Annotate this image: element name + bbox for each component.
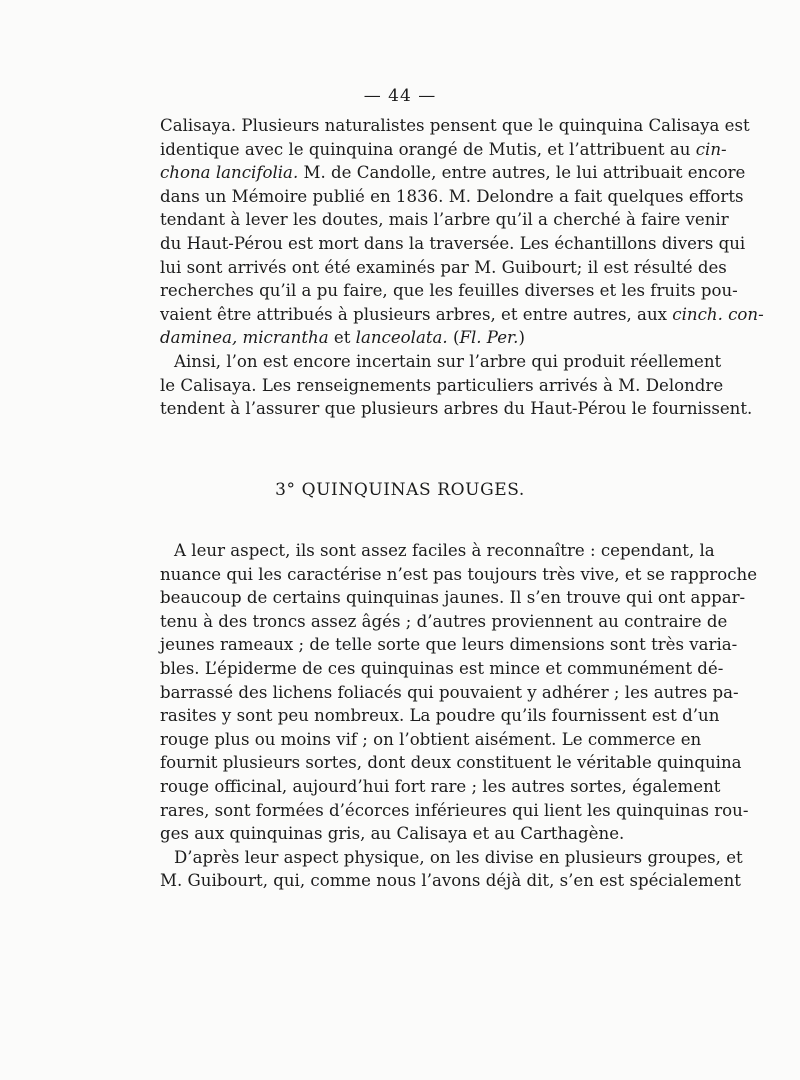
text-line: M. Guibourt, qui, comme nous l’avons déjà dit, s’en est spécialement	[160, 871, 741, 891]
text-fragment: et	[328, 328, 356, 348]
italic-term: Fl. Per.	[459, 328, 519, 348]
text-fragment: (	[447, 328, 460, 348]
text-line: rasites y sont peu nombreux. La poudre qu’ils fournissent est d’un	[160, 706, 720, 726]
section-heading: 3° QUINQUINAS ROUGES.	[275, 480, 525, 500]
text-line	[160, 161, 746, 185]
text-line: jeunes rameaux ; de telle sorte que leurs dimensions sont très varia-	[160, 635, 738, 655]
text-line	[160, 326, 672, 350]
italic-term: chona lancifolia.	[160, 163, 299, 183]
italic-term: cinch. con-	[672, 304, 764, 324]
italic-term: lanceolata.	[355, 328, 448, 348]
italic-term: daminea, micrantha	[160, 328, 329, 348]
text-line: rares, sont formées d’écorces inférieures qui lient les quinquinas rou-	[160, 800, 749, 820]
text-line: fournit plusieurs sortes, dont deux constituent le véritable quinquina	[160, 753, 742, 773]
text-line: le Calisaya. Les renseignements particuliers arrivés à M. Delondre	[160, 375, 724, 395]
text-fragment: vaient être attribués à plusieurs arbres, et entre autres, aux	[160, 304, 668, 324]
text-line: tendant à lever les doutes, mais l’arbre qu’il a cherché à faire venir	[160, 210, 729, 230]
italic-term: cin-	[695, 139, 727, 159]
text-line: du Haut-Pérou est mort dans la traversée. Les échantillons divers qui	[160, 233, 746, 253]
text-line	[160, 303, 764, 327]
text-line: A leur aspect, ils sont assez faciles à reconnaître : cependant, la	[174, 541, 715, 560]
text-block-lower	[160, 539, 758, 893]
text-line: barrassé des lichens foliacés qui pouvaient y adhérer ; les autres pa-	[160, 682, 739, 702]
text-line: ges aux quinquinas gris, au Calisaya et au Carthagène.	[160, 824, 625, 844]
text-line: nuance qui les caractérise n’est pas toujours très vive, et se rapproche	[160, 564, 758, 584]
text-line: dans un Mémoire publié en 1836. M. Delondre a fait quelques efforts	[160, 186, 744, 206]
text-line: Calisaya. Plusieurs naturalistes pensent que le quinquina Calisaya est	[160, 116, 750, 135]
text-line	[160, 138, 727, 162]
text-line: rouge officinal, aujourd’hui fort rare ; les autres sortes, également	[160, 776, 721, 796]
text-line: bles. L’épiderme de ces quinquinas est mince et communément dé-	[160, 658, 724, 678]
text-line: tendent à l’assurer que plusieurs arbres du Haut-Pérou le fournissent.	[160, 399, 753, 419]
page-number: — 44 —	[363, 86, 437, 106]
text-fragment: identique avec le quinquina orangé de Mutis, et l’attribuent au	[160, 139, 691, 159]
text-line: rouge plus ou moins vif ; on l’obtient aisément. Le commerce en	[160, 729, 702, 749]
text-line: tenu à des troncs assez âgés ; d’autres proviennent au contraire de	[160, 611, 728, 631]
text-fragment: )	[518, 328, 525, 348]
text-line: Ainsi, l’on est encore incertain sur l’arbre qui produit réellement	[174, 351, 722, 371]
text-block-upper	[160, 114, 764, 421]
text-line: recherches qu’il a pu faire, que les feuilles diverses et les fruits pou-	[160, 281, 738, 301]
text-fragment: M. de Candolle, entre autres, le lui attribuait encore	[298, 163, 746, 183]
text-line: beaucoup de certains quinquinas jaunes. Il s’en trouve qui ont appar-	[160, 588, 746, 608]
text-line: lui sont arrivés ont été examinés par M. Guibourt; il est résulté des	[160, 257, 727, 277]
text-line: D’après leur aspect physique, on les divise en plusieurs groupes, et	[174, 847, 743, 867]
